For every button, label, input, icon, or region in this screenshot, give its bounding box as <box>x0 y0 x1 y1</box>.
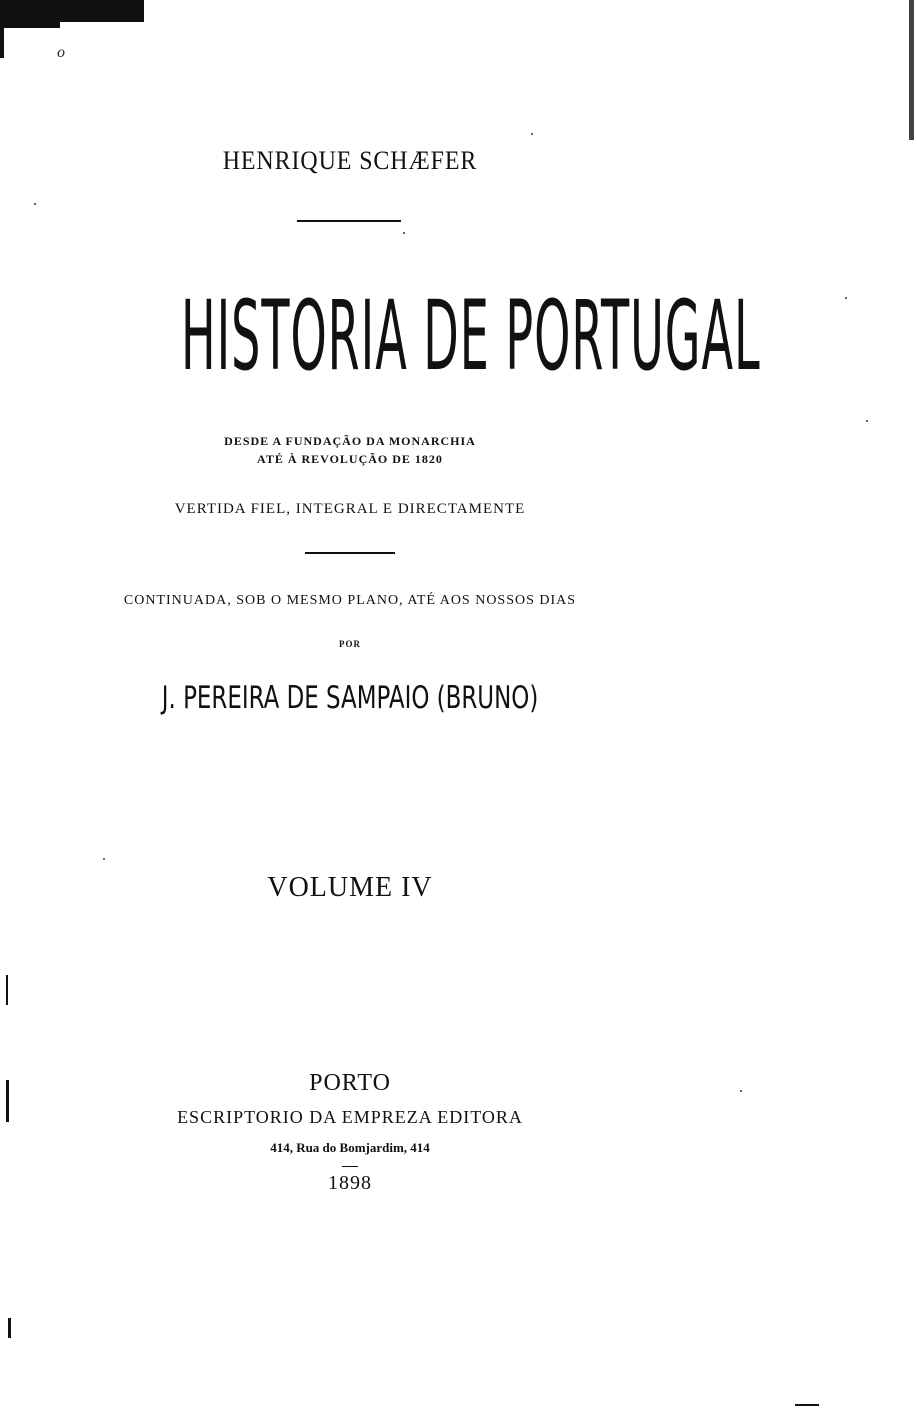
subtitle-line-1: DESDE A FUNDAÇÃO DA MONARCHIA <box>224 434 476 448</box>
continuation-note: CONTINUADA, SOB O MESMO PLANO, ATÉ AOS NOSSOS DIAS <box>123 593 577 608</box>
pencil-mark: o <box>57 44 65 61</box>
divider-rule <box>305 552 395 554</box>
scan-edge-mark <box>6 975 8 1005</box>
divider-rule <box>297 220 401 222</box>
scan-edge-mark <box>0 28 4 58</box>
divider-rule <box>342 1166 358 1167</box>
scan-edge-mark <box>0 22 60 28</box>
speck <box>531 133 533 135</box>
speck <box>845 297 847 299</box>
by-label: POR <box>339 639 361 649</box>
imprint-year: 1898 <box>328 1172 372 1194</box>
author-name: HENRIQUE SCHÆFER <box>222 146 478 175</box>
subtitle-line-2: ATÉ À REVOLUÇÃO DE 1820 <box>257 452 443 466</box>
speck <box>403 232 405 234</box>
continuator-name: J. PEREIRA DE SAMPAIO (BRUNO) <box>161 680 539 716</box>
book-title: HISTORIA DE PORTUGAL <box>180 280 761 392</box>
scan-edge-mark <box>795 1404 819 1406</box>
imprint-address: 414, Rua do Bomjardim, 414 <box>270 1140 430 1155</box>
imprint-publisher: ESCRIPTORIO DA EMPREZA EDITORA <box>177 1107 523 1127</box>
translation-note: VERTIDA FIEL, INTEGRAL E DIRECTAMENTE <box>174 501 526 517</box>
speck <box>103 858 105 860</box>
speck <box>740 1090 742 1092</box>
speck <box>866 420 868 422</box>
speck <box>34 203 36 205</box>
volume-number: VOLUME IV <box>267 872 433 903</box>
scan-edge-mark <box>8 1318 11 1338</box>
scan-edge-mark <box>0 0 144 22</box>
scan-edge-mark <box>909 0 914 140</box>
imprint-city: PORTO <box>309 1070 391 1096</box>
